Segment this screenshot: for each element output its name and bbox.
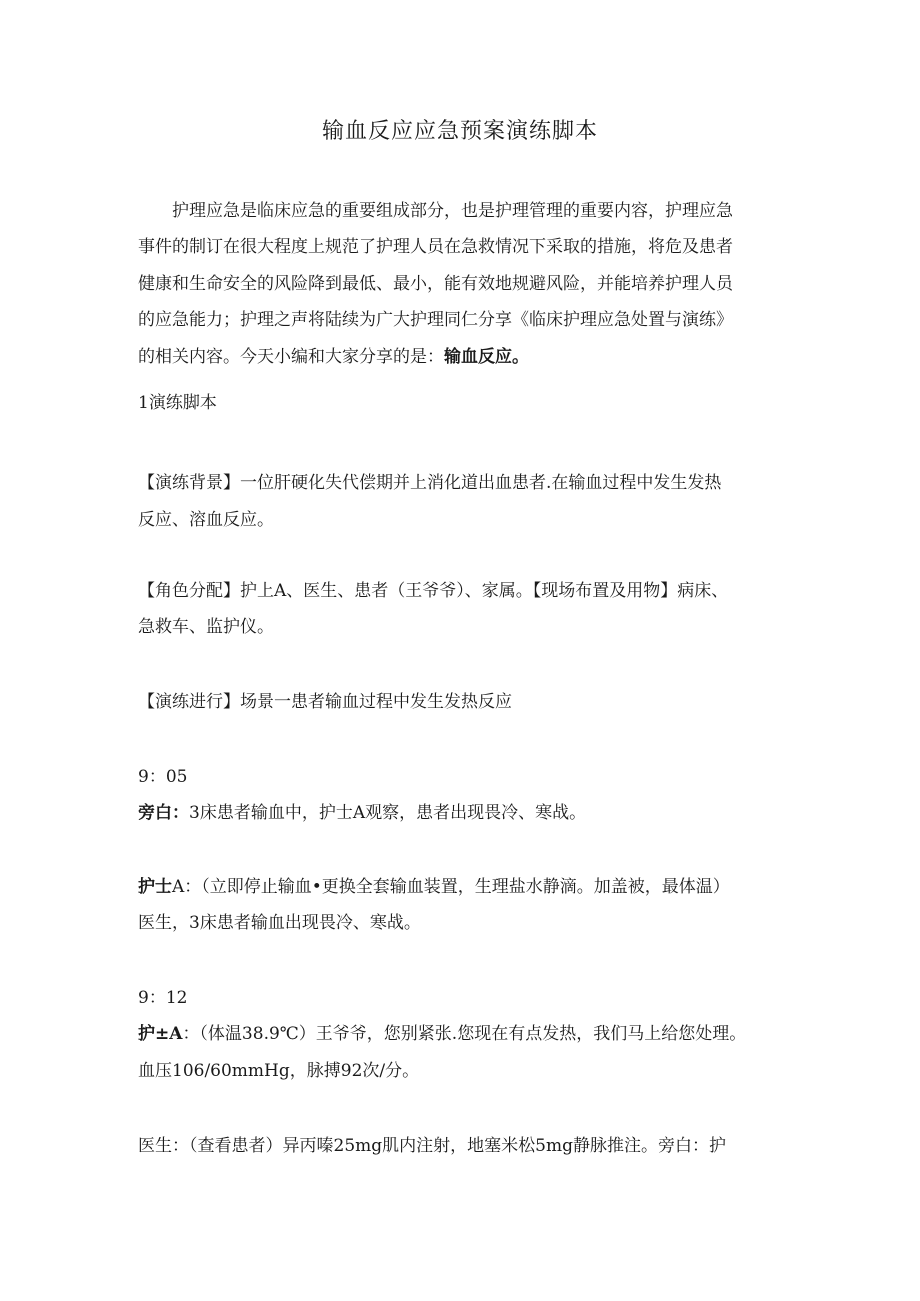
setup-text: 病床、: [677, 581, 729, 601]
roles-text: 护上A、医生、患者（王爷爷）、家属。: [240, 581, 533, 601]
background-text: 一位肝硬化失代偿期并上消化道出血患者.在输血过程中发生发热: [240, 473, 722, 493]
background-label: 【演练背景】: [138, 473, 240, 493]
nurse2-line-2: 血压106/60mmHg，脉搏92次/分。: [138, 1061, 420, 1081]
intro-line-5: [138, 344, 788, 370]
nurse-line-2: 医生，3床患者输血出现畏冷、寒战。: [138, 913, 421, 933]
intro-line-4: 的应急能力；护理之声将陆续为广大护理同仁分享《临床护理应急处置与演练》: [138, 310, 733, 330]
time-2: 9：12: [138, 988, 188, 1008]
nurse2-line-1: [138, 1021, 788, 1047]
nurse-label: 护士: [138, 877, 172, 897]
doctor-line-1: 医生：（查看患者）异丙嗪25mg肌内注射，地塞米松5mg静脉推注。旁白：护: [138, 1136, 726, 1156]
background-line-1: [138, 470, 788, 496]
section-heading: 1演练脚本: [138, 393, 217, 413]
narration-1: [138, 800, 788, 826]
intro-line-5-text: 的相关内容。今天小编和大家分享的是：: [138, 347, 444, 367]
intro-highlight: 输血反应。: [444, 347, 529, 367]
intro-line-3: 健康和生命安全的风险降到最低、最小，能有效地规避风险，并能培养护理人员: [138, 274, 733, 294]
narration-text: 3床患者输血中，护士A观察，患者出现畏冷、寒战。: [189, 803, 587, 823]
progress-label: 【演练进行】: [138, 692, 240, 712]
setup-label: 【现场布置及用物】: [532, 581, 678, 601]
roles-label: 【角色分配】: [138, 581, 240, 601]
nurse-line-1: [138, 874, 788, 900]
time-1: 9：05: [138, 767, 188, 787]
background-line-2: 反应、溶血反应。: [138, 510, 274, 530]
progress-line: [138, 689, 788, 715]
narration-label: 旁白：: [138, 803, 189, 823]
intro-line-2: 事件的制订在很大程度上规范了护理人员在急救情况下采取的措施，将危及患者: [138, 237, 733, 257]
roles-line-2: 急救车、监护仪。: [138, 617, 274, 637]
roles-line-1: [138, 578, 788, 604]
intro-line-1: 护理应急是临床应急的重要组成部分，也是护理管理的重要内容，护理应急: [172, 201, 733, 221]
document-title: 输血反应应急预案演练脚本: [321, 119, 598, 144]
nurse2-text: ：（体温38.9℃）王爷爷，您别紧张.您现在有点发热，我们马上给您处理。: [182, 1024, 747, 1044]
nurse2-label: 护±A: [138, 1024, 183, 1044]
progress-text: 场景一患者输血过程中发生发热反应: [240, 692, 512, 712]
nurse-text: A：（立即停止输血•更换全套输血装置，生理盐水静滴。加盖被，最体温）: [172, 877, 730, 897]
